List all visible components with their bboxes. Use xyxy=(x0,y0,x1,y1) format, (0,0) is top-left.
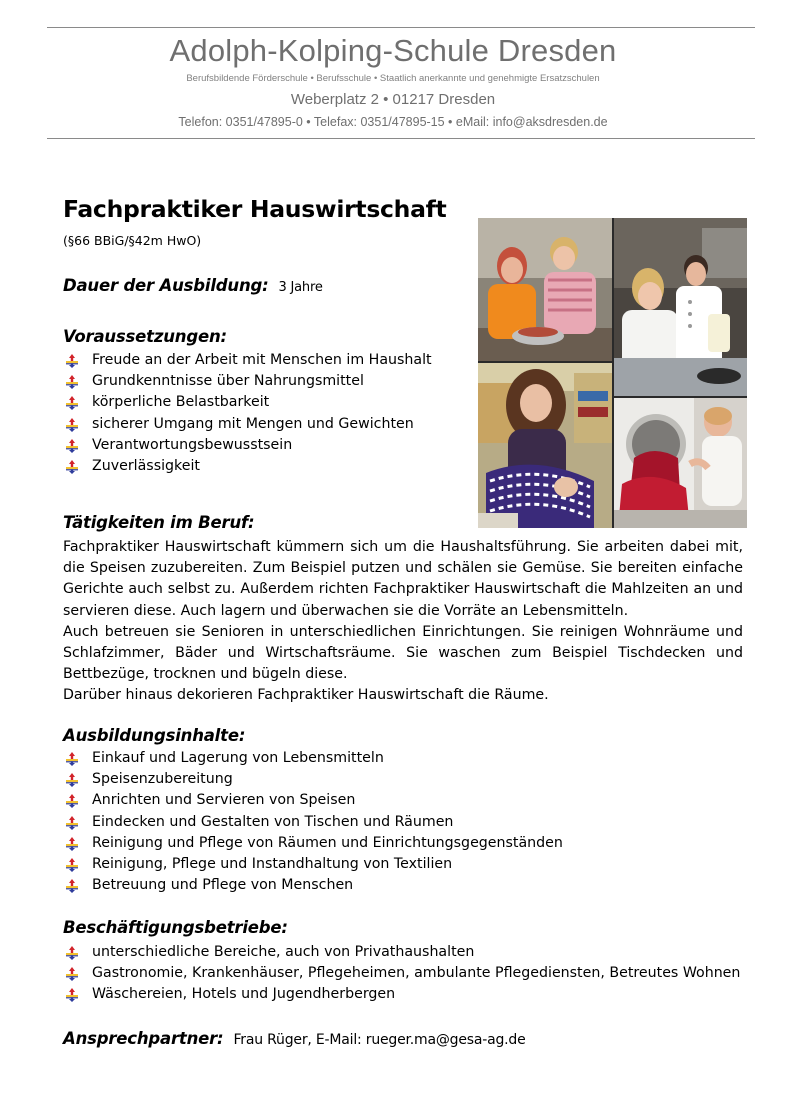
photo-cooking-together xyxy=(478,218,612,361)
legal-reference: (§66 BBiG/§42m HwO) xyxy=(63,233,202,248)
school-name: Adolph-Kolping-Schule Dresden xyxy=(169,33,617,68)
list-item-text: Anrichten und Servieren von Speisen xyxy=(92,792,356,809)
list-item xyxy=(63,854,563,875)
list-item xyxy=(63,748,563,769)
list-item-text: Eindecken und Gestalten von Tischen und Räumen xyxy=(92,813,454,830)
list-item-text: Reinigung, Pflege und Instandhaltung von Textilien xyxy=(92,855,453,872)
photo-woman-textiles xyxy=(478,363,612,528)
list-item xyxy=(63,392,432,413)
duration-label: Dauer der Ausbildung: xyxy=(63,276,269,295)
list-item xyxy=(63,350,432,371)
activities-heading: Tätigkeiten im Beruf: xyxy=(63,513,255,532)
list-item-text: Zuverlässigkeit xyxy=(92,457,200,474)
arrow-bullet-icon xyxy=(65,946,79,960)
photo-laundry xyxy=(614,398,747,528)
list-item-text: Verantwortungsbewusstsein xyxy=(92,436,293,453)
arrow-bullet-icon xyxy=(65,858,79,872)
page-title: Fachpraktiker Hauswirtschaft xyxy=(63,195,447,223)
school-contact: Telefon: 0351/47895-0 • Telefax: 0351/47895-15 • eMail: info@aksdresden.de xyxy=(178,115,608,129)
photo-kitchen-chefs xyxy=(614,218,747,396)
duration-heading xyxy=(63,276,323,295)
list-item xyxy=(63,456,432,477)
arrow-bullet-icon xyxy=(65,988,79,1002)
arrow-bullet-icon xyxy=(65,439,79,453)
photo-collage xyxy=(478,218,747,528)
contact-person-label: Ansprechpartner: xyxy=(63,1029,224,1048)
requirements-list xyxy=(63,350,432,477)
list-item-text: Wäschereien, Hotels und Jugendherbergen xyxy=(92,986,396,1003)
list-item xyxy=(63,435,432,456)
school-subtitle: Berufsbildende Förderschule • Berufsschule • Staatlich anerkannte und genehmigte Ersatzschulen xyxy=(186,73,600,84)
list-item xyxy=(63,833,563,854)
list-item-text: unterschiedliche Bereiche, auch von Privathaushalten xyxy=(92,944,475,960)
list-item xyxy=(63,371,432,392)
contact-person-heading xyxy=(63,1029,526,1048)
arrow-bullet-icon xyxy=(65,460,79,474)
activities-text xyxy=(63,537,743,707)
contents-heading: Ausbildungsinhalte: xyxy=(63,726,246,745)
activities-paragraph: Darüber hinaus dekorieren Fachpraktiker Hauswirtschaft die Räume. xyxy=(63,687,549,704)
list-item-text: Grundkenntnisse über Nahrungsmittel xyxy=(92,373,364,390)
school-address: Weberplatz 2 • 01217 Dresden xyxy=(290,91,496,108)
list-item xyxy=(63,875,563,896)
list-item-text: körperliche Belastbarkeit xyxy=(92,394,270,411)
list-item xyxy=(63,769,563,790)
activities-paragraph: Fachpraktiker Hauswirtschaft kümmern sich um die Haushaltsführung. Sie arbeiten dabei mit, die Speisen zuzubereiten. Zum Beispiel putzen und schälen sie Gemüse. Sie bereiten einfache Gerichte auch selbst zu. Außerdem richten Fachpraktiker Hauswirtschaft die Mahlzeiten an und servieren diese. Auch lagern und überwachen sie die Vorräte an Lebensmitteln. xyxy=(63,539,743,619)
employers-list xyxy=(63,942,740,1006)
arrow-bullet-icon xyxy=(65,837,79,851)
arrow-bullet-icon xyxy=(65,354,79,368)
contact-person-value: Frau Rüger, E-Mail: rueger.ma@gesa-ag.de xyxy=(233,1032,526,1048)
duration-value: 3 Jahre xyxy=(278,280,323,295)
activities-paragraph: Auch betreuen sie Senioren in unterschiedlichen Einrichtungen. Sie reinigen Wohnräume und Schlafzimmer, Bäder und Wirtschaftsräume. Sie waschen zum Beispiel Tischdecken und Bettbezüge, trocknen und bügeln diese. xyxy=(63,623,743,683)
contents-list xyxy=(63,748,563,896)
list-item xyxy=(63,790,563,811)
employers-heading: Beschäftigungsbetriebe: xyxy=(63,918,288,937)
arrow-bullet-icon xyxy=(65,418,79,432)
arrow-bullet-icon xyxy=(65,773,79,787)
list-item xyxy=(63,984,740,1005)
arrow-bullet-icon xyxy=(65,396,79,410)
list-item-text: Einkauf und Lagerung von Lebensmitteln xyxy=(92,750,384,766)
list-item-text: Gastronomie, Krankenhäuser, Pflegeheimen, ambulante Pflegediensten, Betreutes Wohnen xyxy=(92,965,741,982)
list-item xyxy=(63,414,432,435)
letterhead-bottom-rule xyxy=(47,138,755,139)
requirements-heading: Voraussetzungen: xyxy=(63,327,227,346)
list-item-text: sicherer Umgang mit Mengen und Gewichten xyxy=(92,415,414,432)
list-item xyxy=(63,963,740,984)
arrow-bullet-icon xyxy=(65,879,79,893)
list-item-text: Reinigung und Pflege von Räumen und Einrichtungsgegenständen xyxy=(92,834,563,851)
arrow-bullet-icon xyxy=(65,375,79,389)
list-item xyxy=(63,812,563,833)
list-item-text: Freude an der Arbeit mit Menschen im Haushalt xyxy=(92,352,432,368)
list-item-text: Betreuung und Pflege von Menschen xyxy=(92,877,354,894)
list-item xyxy=(63,942,740,963)
letterhead-top-rule xyxy=(47,27,755,28)
list-item-text: Speisenzubereitung xyxy=(92,771,233,788)
arrow-bullet-icon xyxy=(65,967,79,981)
arrow-bullet-icon xyxy=(65,794,79,808)
arrow-bullet-icon xyxy=(65,816,79,830)
arrow-bullet-icon xyxy=(65,752,79,766)
